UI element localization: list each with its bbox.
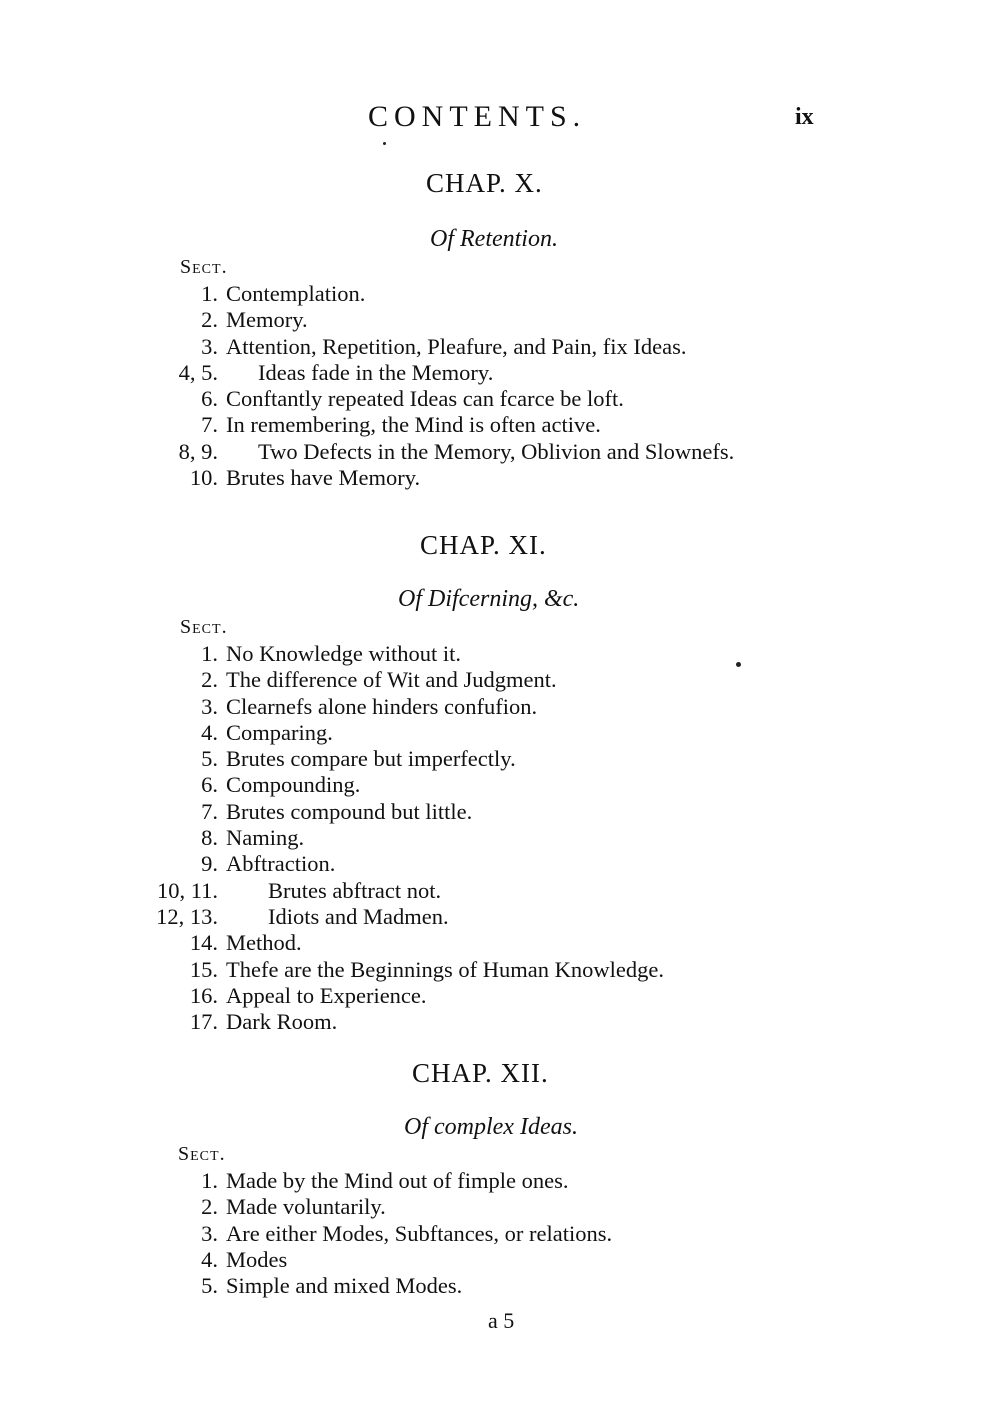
chapter-heading: CHAP. X.	[426, 168, 543, 198]
list-item: 17. Dark Room.	[189, 1009, 338, 1035]
list-item: 5. Brutes compare but imperfectly.	[201, 746, 516, 772]
signature-mark: a 5	[488, 1308, 515, 1333]
contents-list	[0, 1168, 1000, 1299]
list-item: 15. Thefe are the Beginnings of Human Knowledge.	[189, 956, 664, 982]
list-item: 2. Memory.	[201, 307, 308, 333]
list-item: 6. Conftantly repeated Ideas can fcarce be loft.	[201, 386, 624, 412]
chapter-subtitle: Of Difcerning, &c.	[398, 586, 580, 612]
list-item: 1. Contemplation.	[201, 281, 366, 306]
list-item: 16. Appeal to Experience.	[189, 982, 427, 1008]
list-item: 4. Comparing.	[201, 719, 333, 745]
list-item: 2. Made voluntarily.	[201, 1194, 386, 1220]
list-item: 3. Are either Modes, Subftances, or relations.	[201, 1220, 613, 1246]
list-item: 2. The difference of Wit and Judgment.	[201, 667, 557, 693]
contents-list	[0, 641, 1000, 1035]
list-item: 5. Simple and mixed Modes.	[201, 1273, 463, 1299]
chapter-subtitle: Of Retention.	[430, 226, 558, 252]
chapter-heading: CHAP. XI.	[420, 530, 547, 560]
list-item: 3. Clearnefs alone hinders confufion.	[201, 693, 538, 719]
sect-label: Sect.	[180, 616, 228, 638]
list-item: 3. Attention, Repetition, Pleafure, and Pain, fix Ideas.	[201, 333, 687, 359]
page-number: ix	[795, 104, 814, 130]
list-item: 8. Naming.	[201, 825, 305, 851]
list-item: 7. Brutes compound but little.	[201, 798, 473, 824]
list-item: 4. Modes	[201, 1246, 288, 1272]
contents-list	[0, 281, 1000, 491]
list-item: 1. Made by the Mind out of fimple ones.	[201, 1168, 569, 1193]
list-item: 1. No Knowledge without it.	[201, 641, 461, 666]
list-item: 9. Abftraction.	[201, 851, 336, 877]
list-item: 6. Compounding.	[201, 772, 361, 798]
scan-speck	[736, 662, 741, 667]
chapter-heading: CHAP. XII.	[412, 1058, 549, 1088]
sect-label: Sect.	[180, 256, 228, 278]
sect-label: Sect.	[178, 1143, 226, 1165]
scan-speck	[383, 142, 386, 145]
running-title: CONTENTS.	[368, 100, 587, 133]
list-item: 10. Brutes have Memory.	[189, 465, 421, 491]
list-item: 8, 9. Two Defects in the Memory, Oblivion and Slownefs.	[178, 438, 735, 464]
list-item: 7. In remembering, the Mind is often active.	[201, 412, 601, 438]
list-item: 10, 11. Brutes abftract not.	[156, 877, 442, 903]
list-item: 12, 13. Idiots and Madmen.	[156, 903, 449, 929]
chapter-subtitle: Of complex Ideas.	[404, 1114, 578, 1140]
list-item: 4, 5. Ideas fade in the Memory.	[178, 359, 494, 385]
list-item: 14. Method.	[189, 930, 302, 956]
